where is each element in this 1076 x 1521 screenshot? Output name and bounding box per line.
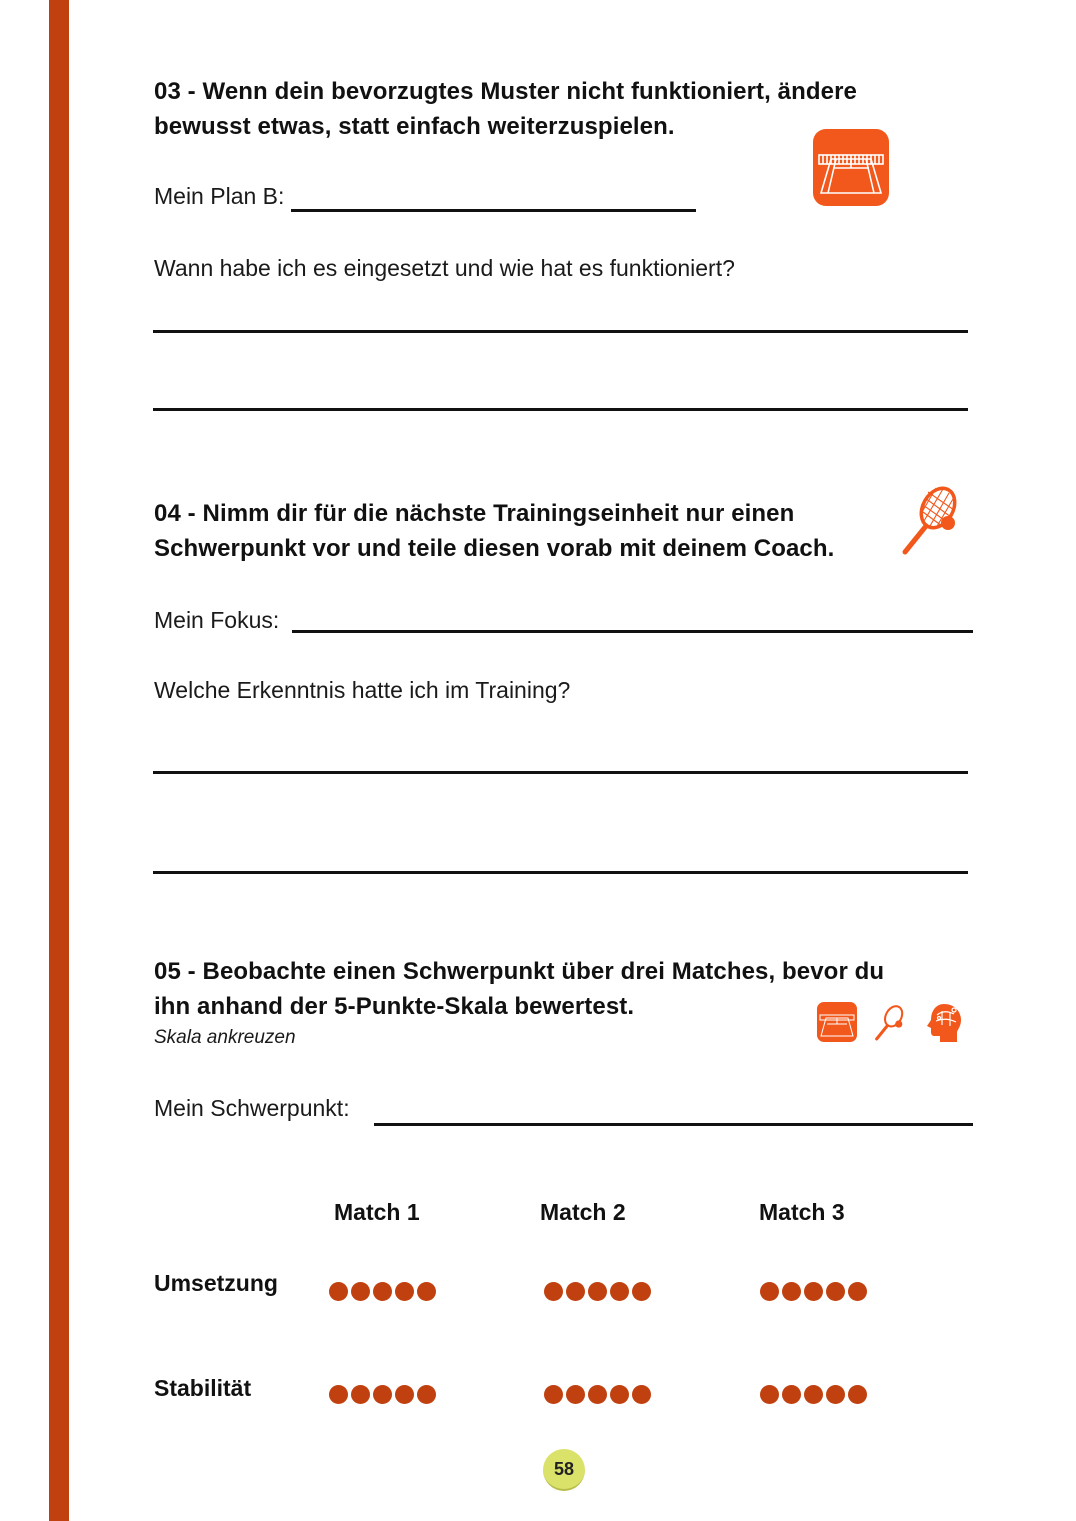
page-number-badge bbox=[543, 1449, 585, 1491]
tennis-court-icon bbox=[813, 129, 889, 206]
rating-dot[interactable] bbox=[329, 1385, 348, 1404]
rating-dot[interactable] bbox=[373, 1282, 392, 1301]
rating-dot[interactable] bbox=[760, 1385, 779, 1404]
schwerpunkt-label: Mein Schwerpunkt: bbox=[154, 1095, 350, 1121]
answer-line[interactable] bbox=[153, 330, 968, 333]
tennis-racket-icon bbox=[873, 1004, 905, 1042]
rating-dot[interactable] bbox=[848, 1385, 867, 1404]
plan-b-label: Mein Plan B: bbox=[154, 183, 285, 209]
section-05-heading-line2: ihn anhand der 5-Punkte-Skala bewertest. bbox=[154, 993, 635, 1020]
rating-dot[interactable] bbox=[610, 1282, 629, 1301]
section-04-question: Welche Erkenntnis hatte ich im Training? bbox=[154, 677, 571, 703]
section-05-heading-line1: 05 - Beobachte einen Schwerpunkt über drei Matches, bevor du bbox=[154, 958, 885, 985]
rating-dot[interactable] bbox=[848, 1282, 867, 1301]
side-accent-bar bbox=[49, 0, 69, 1521]
column-header-match-3: Match 3 bbox=[759, 1199, 845, 1225]
rating-dot[interactable] bbox=[417, 1282, 436, 1301]
plan-b-input-line[interactable] bbox=[291, 209, 696, 212]
section-03-question: Wann habe ich es eingesetzt und wie hat es funktioniert? bbox=[154, 255, 735, 281]
rating-dot[interactable] bbox=[804, 1282, 823, 1301]
section-03-heading-line1: 03 - Wenn dein bevorzugtes Muster nicht funktioniert, ändere bbox=[154, 78, 857, 105]
section-04-heading-line2: Schwerpunkt vor und teile diesen vorab mit deinem Coach. bbox=[154, 535, 835, 562]
rating-dot[interactable] bbox=[826, 1282, 845, 1301]
schwerpunkt-input-line[interactable] bbox=[374, 1123, 973, 1126]
rating-scale-umsetzung-match-2 bbox=[544, 1282, 651, 1301]
answer-line[interactable] bbox=[153, 408, 968, 411]
rating-scale-stabilitaet-match-2 bbox=[544, 1385, 651, 1404]
section-04-heading-line1: 04 - Nimm dir für die nächste Trainingseinheit nur einen bbox=[154, 500, 795, 527]
rating-dot[interactable] bbox=[373, 1385, 392, 1404]
section-04-heading bbox=[154, 496, 914, 566]
rating-dot[interactable] bbox=[395, 1385, 414, 1404]
row-label-stabilitaet: Stabilität bbox=[154, 1375, 252, 1401]
rating-dot[interactable] bbox=[566, 1385, 585, 1404]
focus-label: Mein Fokus: bbox=[154, 607, 280, 633]
page-number: 58 bbox=[553, 1458, 575, 1479]
rating-dot[interactable] bbox=[544, 1282, 563, 1301]
rating-dot[interactable] bbox=[760, 1282, 779, 1301]
scale-instruction: Skala ankreuzen bbox=[154, 1027, 296, 1048]
rating-dot[interactable] bbox=[588, 1282, 607, 1301]
rating-dot[interactable] bbox=[566, 1282, 585, 1301]
rating-scale-umsetzung-match-1 bbox=[329, 1282, 436, 1301]
answer-line[interactable] bbox=[153, 771, 968, 774]
rating-dot[interactable] bbox=[826, 1385, 845, 1404]
rating-dot[interactable] bbox=[544, 1385, 563, 1404]
rating-dot[interactable] bbox=[395, 1282, 414, 1301]
rating-dot[interactable] bbox=[610, 1385, 629, 1404]
rating-dot[interactable] bbox=[329, 1282, 348, 1301]
head-brain-icon bbox=[924, 1001, 964, 1045]
rating-dot[interactable] bbox=[588, 1385, 607, 1404]
tennis-racket-icon bbox=[898, 484, 960, 558]
rating-dot[interactable] bbox=[351, 1385, 370, 1404]
rating-scale-stabilitaet-match-3 bbox=[760, 1385, 867, 1404]
focus-input-line[interactable] bbox=[292, 630, 973, 633]
rating-scale-stabilitaet-match-1 bbox=[329, 1385, 436, 1404]
answer-line[interactable] bbox=[153, 871, 968, 874]
row-label-umsetzung: Umsetzung bbox=[154, 1270, 278, 1296]
column-header-match-2: Match 2 bbox=[540, 1199, 626, 1225]
rating-dot[interactable] bbox=[417, 1385, 436, 1404]
rating-dot[interactable] bbox=[804, 1385, 823, 1404]
column-header-match-1: Match 1 bbox=[334, 1199, 420, 1225]
rating-dot[interactable] bbox=[782, 1385, 801, 1404]
tennis-court-icon bbox=[817, 1002, 857, 1042]
section-03-heading-line2: bewusst etwas, statt einfach weiterzuspielen. bbox=[154, 113, 675, 140]
rating-dot[interactable] bbox=[632, 1282, 651, 1301]
rating-dot[interactable] bbox=[632, 1385, 651, 1404]
rating-dot[interactable] bbox=[351, 1282, 370, 1301]
rating-scale-umsetzung-match-3 bbox=[760, 1282, 867, 1301]
rating-dot[interactable] bbox=[782, 1282, 801, 1301]
